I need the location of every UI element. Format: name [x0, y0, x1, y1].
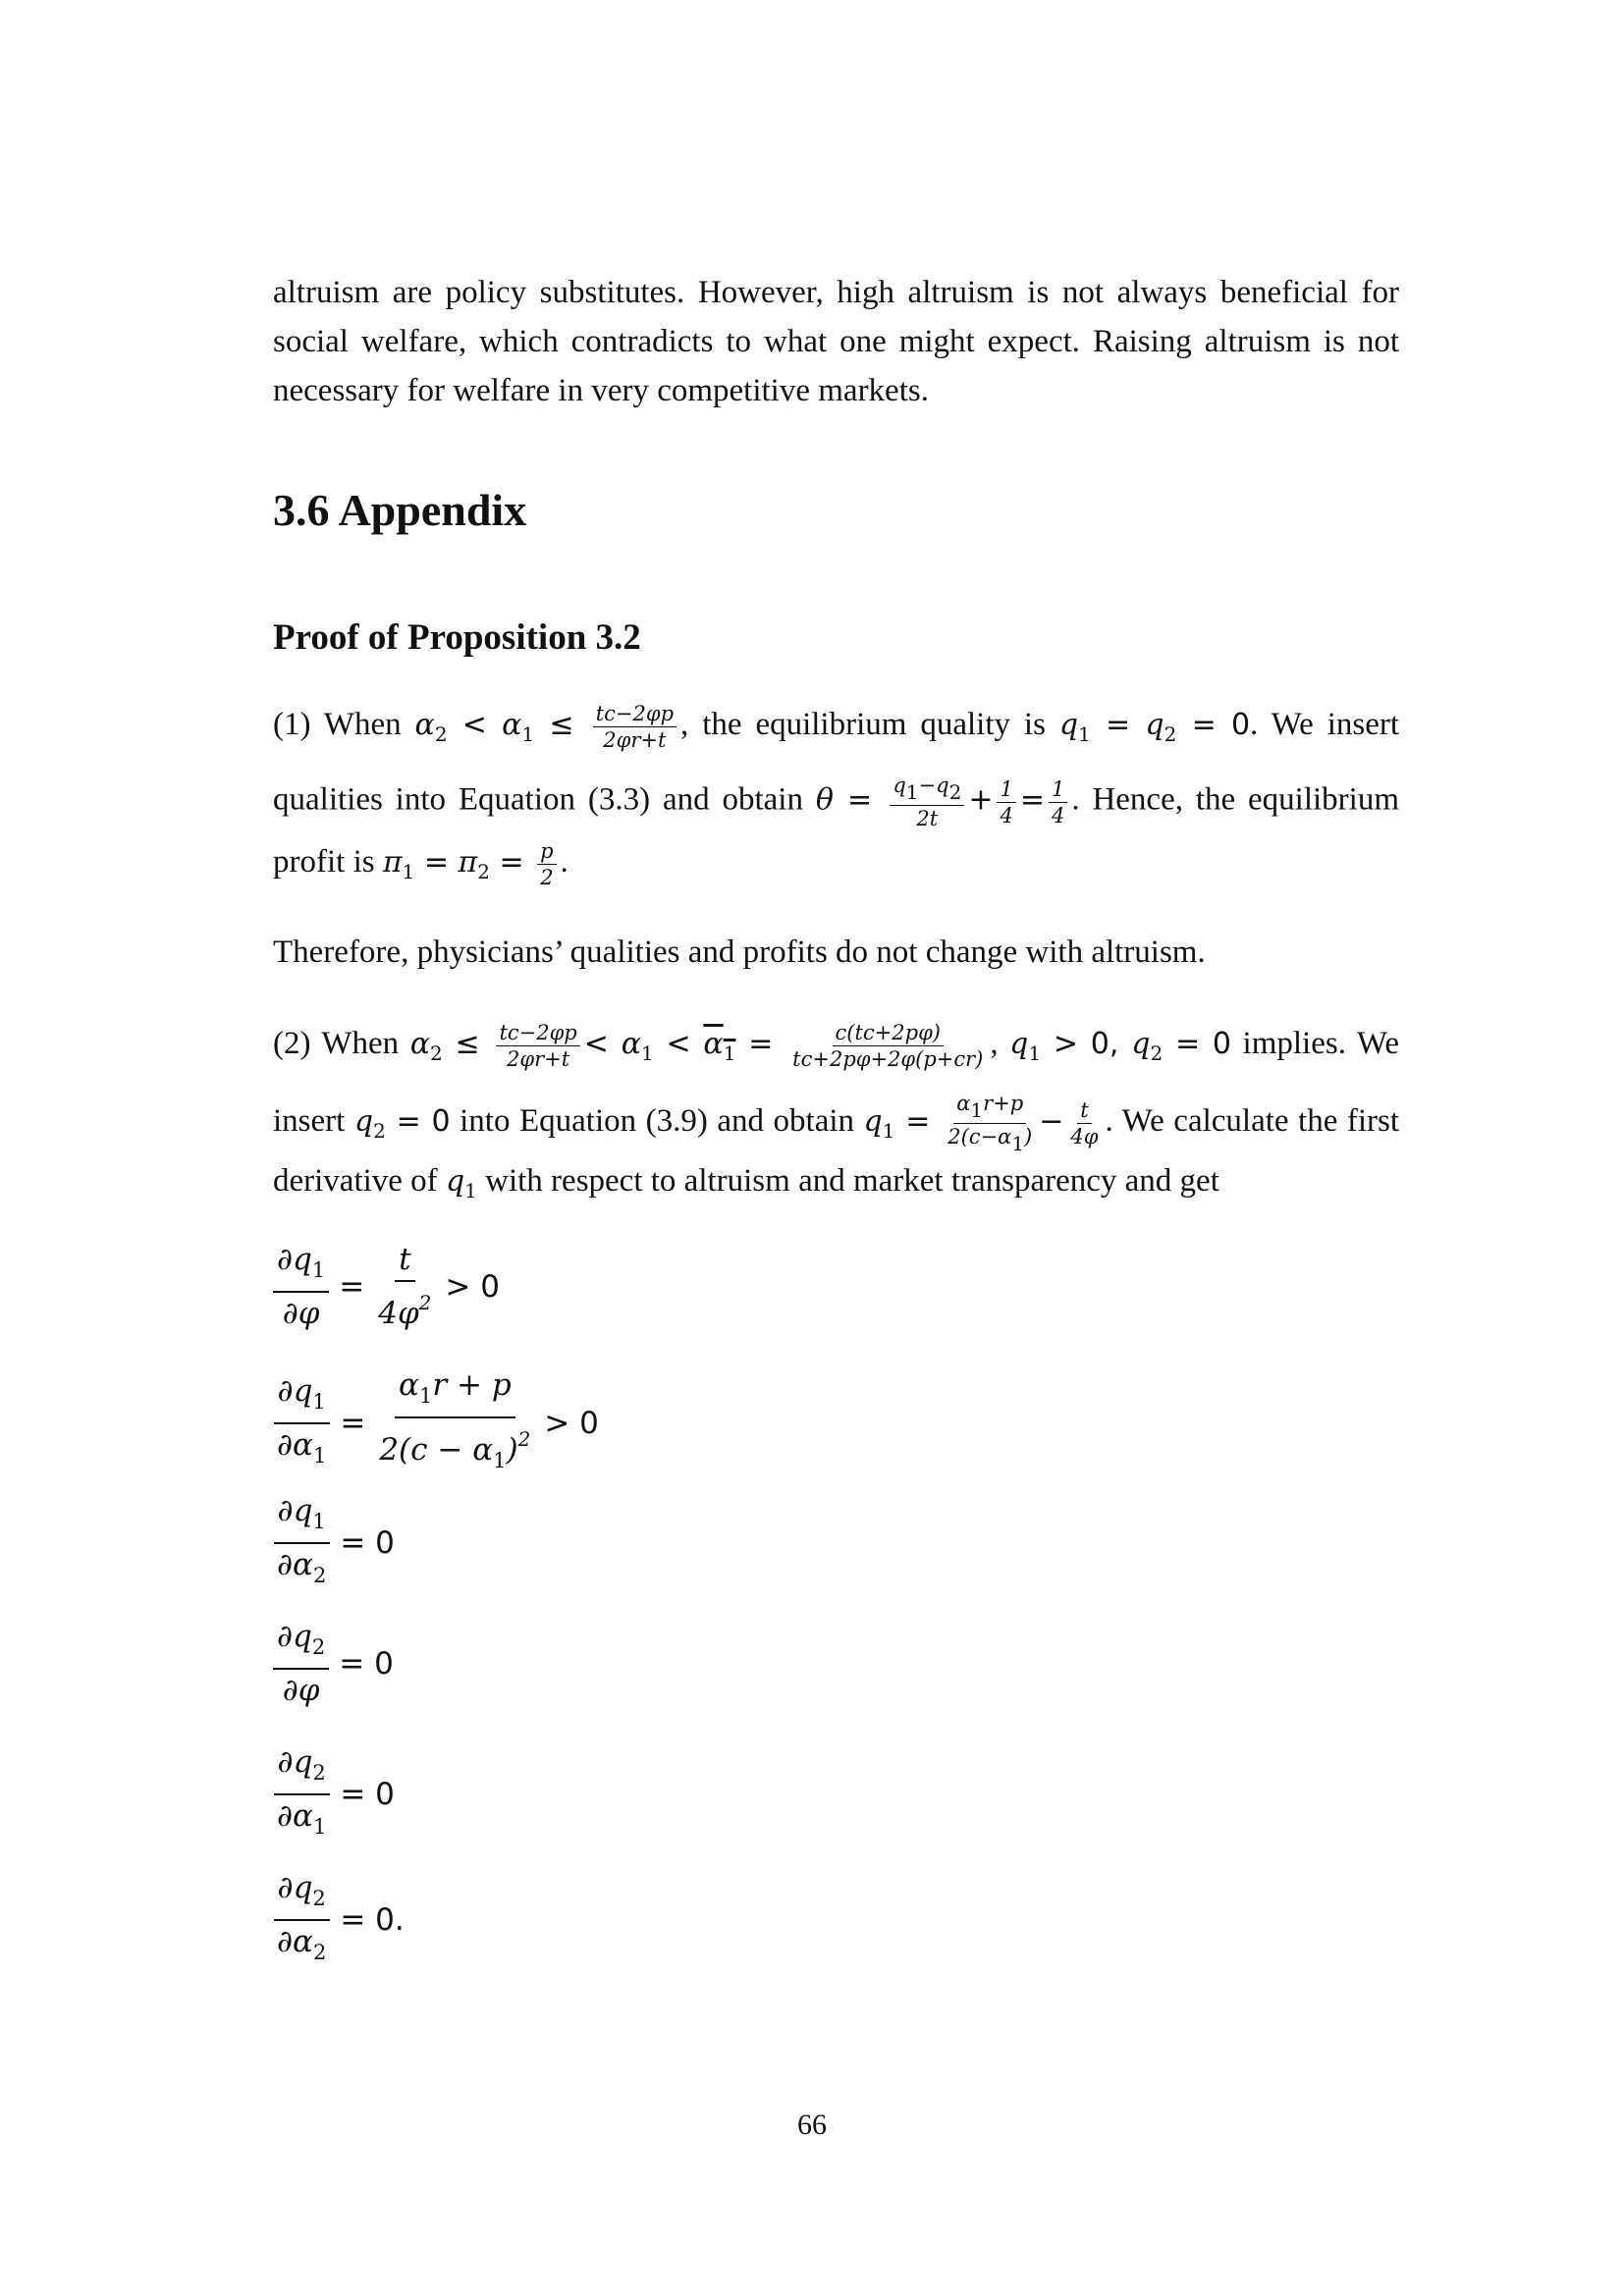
- derivative-1: $\frac{\partial q_1}{\partial\varphi}$ = $\frac{t}{4\varphi^2}$ > 0: [273, 1239, 500, 1334]
- fraction: $\frac{p}{2}$: [537, 838, 556, 890]
- fraction: $\frac{c(tc+2p\varphi)}{tc+2p\varphi+2\varphi(p+cr)}$: [792, 1020, 984, 1071]
- subsection-title: Proof of Proposition 3.2: [273, 617, 641, 658]
- derivative-3: $\frac{\partial q_1}{\partial\alpha_2}$ = 0: [273, 1490, 395, 1596]
- fraction: $\frac{t}{4\varphi}$: [1070, 1098, 1099, 1148]
- fraction: $\frac{1}{4}$: [997, 776, 1015, 828]
- part2-line-2: insert $q_2 = 0$ into Equation (3.9) and obtain $q_1$ = $\frac{\alpha 1r+p}{2(c-\alpha 1)}$ − $\frac{t}{4\varphi}$ . We calculate the first: [273, 1092, 1400, 1155]
- fraction: $\frac{q1-q2}{2t}$: [890, 773, 964, 831]
- derivative-4: $\frac{\partial q_2}{\partial\varphi}$ = 0: [273, 1616, 394, 1711]
- part1-line-1: (1) When $\alpha_2 < \alpha_1$ ≤ $\frac{tc-2\varphi p}{2\varphi r+t}$ , the equilibrium quality is $q_1 = q_2 = 0$. We insert: [273, 701, 1400, 752]
- section-title: 3.6 Appendix: [273, 485, 527, 535]
- derivative-2: $\frac{\partial q_1}{\partial\alpha_1}$ = $\frac{\alpha_1r + p}{2(c - \alpha_1)^2}$ > 0: [273, 1364, 599, 1481]
- fraction: $\frac{\alpha 1r+p}{2(c-\alpha 1)}$: [947, 1092, 1033, 1155]
- page-number: 66: [797, 2109, 827, 2141]
- fraction: $\frac{tc-2\varphi p}{2\varphi r+t}$: [496, 1020, 579, 1072]
- therefore-text: Therefore, physicians’ qualities and profits do not change with altruism.: [273, 934, 1206, 970]
- part2-line-3: derivative of $q_1$ with respect to altruism and market transparency and get: [273, 1163, 1219, 1202]
- part1-line-2: qualities into Equation (3.3) and obtain θ = $\frac{q1-q2}{2t}$ + $\frac{1}{4}$ = $\frac{1}{4}$ . Hence, the equilibrium: [273, 774, 1399, 830]
- part1-line-3: profit is $\pi_1 = \pi_2$ = $\frac{p}{2}$ .: [273, 838, 568, 889]
- derivative-5: $\frac{\partial q_2}{\partial\alpha_1}$ = 0: [273, 1741, 395, 1847]
- intro-line-1: altruism are policy substitutes. However, high altruism is not always beneficial for: [273, 275, 1399, 310]
- intro-line-3: necessary for welfare in very competitive markets.: [273, 373, 929, 408]
- fraction: $\frac{1}{4}$: [1049, 776, 1067, 828]
- part2-line-1: (2) When $\alpha_2$ ≤ $\frac{tc-2\varphi p}{2\varphi r+t}$ < $\alpha_1 < \alpha_1$ = $\frac{c(tc+2p\varphi)}{tc+2p\varphi+2\varphi(p+cr)}$ , $q_1 > 0$, $q_2 = 0$ implies. We: [273, 1020, 1400, 1071]
- fraction: $\frac{tc-2\varphi p}{2\varphi r+t}$: [593, 701, 677, 753]
- intro-line-2: social welfare, which contradicts to what one might expect. Raising altruism is not: [273, 324, 1399, 359]
- derivative-6: $\frac{\partial q_2}{\partial\alpha_2}$ = 0.: [273, 1867, 405, 1973]
